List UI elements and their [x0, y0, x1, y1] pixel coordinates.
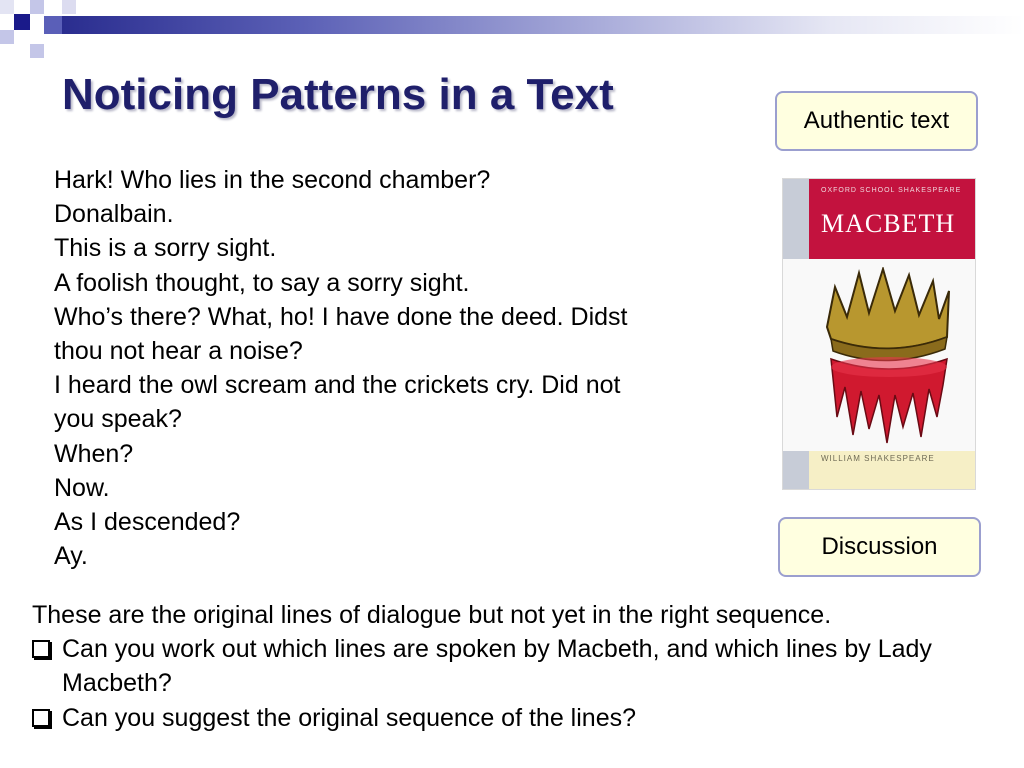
instructions-intro: These are the original lines of dialogue but not yet in the right sequence. [32, 601, 832, 629]
dialogue-line: This is a sorry sight. [54, 234, 277, 263]
dialogue-line: Ay. [54, 542, 88, 571]
decor-square [62, 0, 76, 14]
book-series: OXFORD SCHOOL SHAKESPEARE [821, 187, 962, 194]
decor-square [0, 30, 14, 44]
dialogue-line: Donalbain. [54, 200, 174, 229]
question-text: Can you suggest the original sequence of the lines? [62, 703, 636, 732]
slide-title: Noticing Patterns in a Text [62, 70, 614, 119]
decor-square [44, 16, 62, 34]
dialogue-line: A foolish thought, to say a sorry sight. [54, 268, 470, 297]
decor-square [30, 0, 44, 14]
dialogue-line: As I descended? [54, 508, 241, 537]
decor-square [30, 44, 44, 58]
authentic-text-callout [775, 91, 978, 151]
dialogue-line: Now. [54, 473, 110, 502]
question-item [32, 701, 992, 735]
dialogue-line: Hark! Who lies in the second chamber? [54, 166, 491, 194]
dialogue-line: Who’s there? What, ho! I have done the deed. Didst [54, 302, 628, 331]
dialogue-line: When? [54, 439, 134, 468]
book-spine-bottom [783, 451, 809, 490]
instructions [32, 598, 992, 735]
dialogue-line: you speak? [54, 405, 182, 434]
dialogue-lines [54, 163, 734, 573]
discussion-label: Discussion [821, 533, 938, 560]
checkbox-bullet-icon [32, 640, 50, 658]
decor-square [14, 14, 30, 30]
question-item [32, 632, 992, 700]
book-title: MACBETH [821, 209, 956, 238]
checkbox-bullet-icon [32, 709, 50, 727]
dialogue-line: I heard the owl scream and the crickets cry. Did not [54, 371, 621, 400]
book-author: WILLIAM SHAKESPEARE [821, 454, 935, 463]
top-gradient-bar [62, 16, 1024, 34]
macbeth-book-cover [782, 178, 976, 490]
discussion-callout [778, 517, 981, 577]
question-text: Can you work out which lines are spoken by Macbeth, and which lines by Lady Macbeth? [62, 635, 932, 698]
book-spine-top [783, 179, 809, 259]
dialogue-line: thou not hear a noise? [54, 337, 303, 366]
crown-icon [817, 267, 957, 447]
decor-square [0, 0, 14, 14]
authentic-text-label: Authentic text [803, 107, 950, 134]
